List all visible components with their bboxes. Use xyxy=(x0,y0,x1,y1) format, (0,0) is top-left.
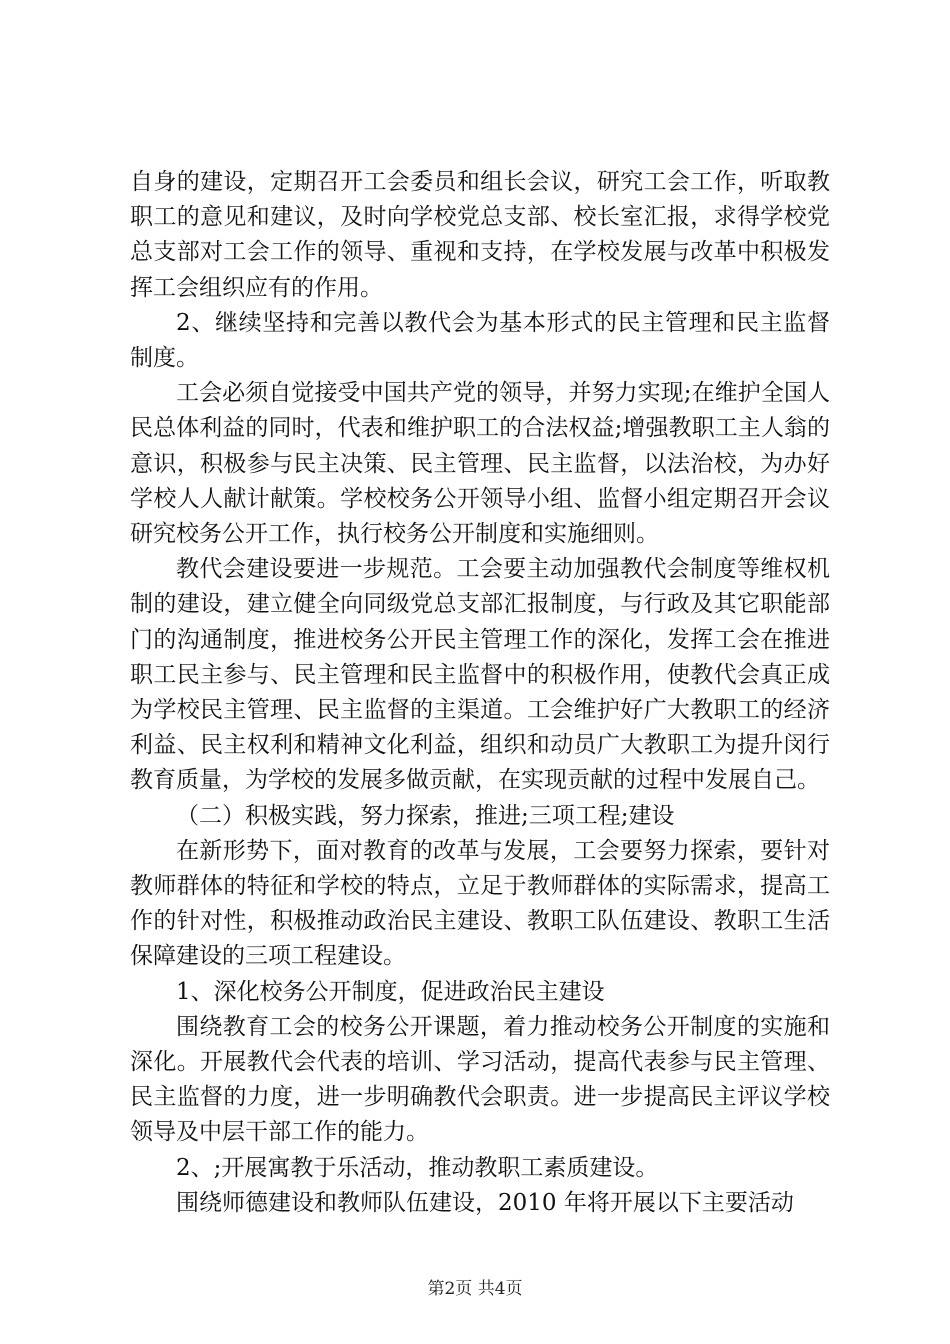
paragraph: 在新形势下，面对教育的改革与发展，工会要努力探索，要针对教师群体的特征和学校的特点，立足于教师群体的实际需求，提高工作的针对性，积极推动政治民主建设、教职工队伍建设、教职工生活保障建设的三项工程建设。 xyxy=(130,837,830,970)
section-heading: （二）积极实践，努力探索，推进;三项工程;建设 xyxy=(176,802,675,829)
paragraph: 围绕教育工会的校务公开课题，着力推动校务公开制度的实施和深化。开展教代会代表的培训、学习活动，提高代表参与民主管理、民主监督的力度，进一步明确教代会职责。进一步提高民主评议学校领导及中层干部工作的能力。 xyxy=(130,1013,830,1146)
document-body xyxy=(130,165,830,1221)
paragraph: 2、继续坚持和完善以教代会为基本形式的民主管理和民主监督制度。 xyxy=(130,309,830,372)
paragraph: 工会必须自觉接受中国共产党的领导，并努力实现;在维护全国人民总体利益的同时，代表和维护职工的合法权益;增强教职工主人翁的意识，积极参与民主决策、民主管理、民主监督，以法治校，为办好学校人人献计献策。学校校务公开领导小组、监督小组定期召开会议研究校务公开工作，执行校务公开制度和实施细则。 xyxy=(130,380,830,548)
subsection-heading: 1、深化校务公开制度，促进政治民主建设 xyxy=(176,978,605,1005)
page-number-footer: 第2页 共4页 xyxy=(427,1279,523,1299)
paragraph: 围绕师德建设和教师队伍建设，2010 年将开展以下主要活动 xyxy=(176,1189,794,1216)
subsection-heading: 2、;开展寓教于乐活动，推动教职工素质建设。 xyxy=(176,1154,659,1181)
paragraph: 自身的建设，定期召开工会委员和组长会议，研究工会工作，听取教职工的意见和建议，及时向学校党总支部、校长室汇报，求得学校党总支部对工会工作的领导、重视和支持，在学校发展与改革中积极发挥工会组织应有的作用。 xyxy=(130,169,830,301)
paragraph: 教代会建设要进一步规范。工会要主动加强教代会制度等维权机制的建设，建立健全向同级党总支部汇报制度，与行政及其它职能部门的沟通制度，推进校务公开民主管理工作的深化，发挥工会在推进职工民主参与、民主管理和民主监督中的积极作用，使教代会真正成为学校民主管理、民主监督的主渠道。工会维护好广大教职工的经济利益、民主权利和精神文化利益，组织和动员广大教职工为提升闵行教育质量，为学校的发展多做贡献，在实现贡献的过程中发展自己。 xyxy=(130,556,830,794)
